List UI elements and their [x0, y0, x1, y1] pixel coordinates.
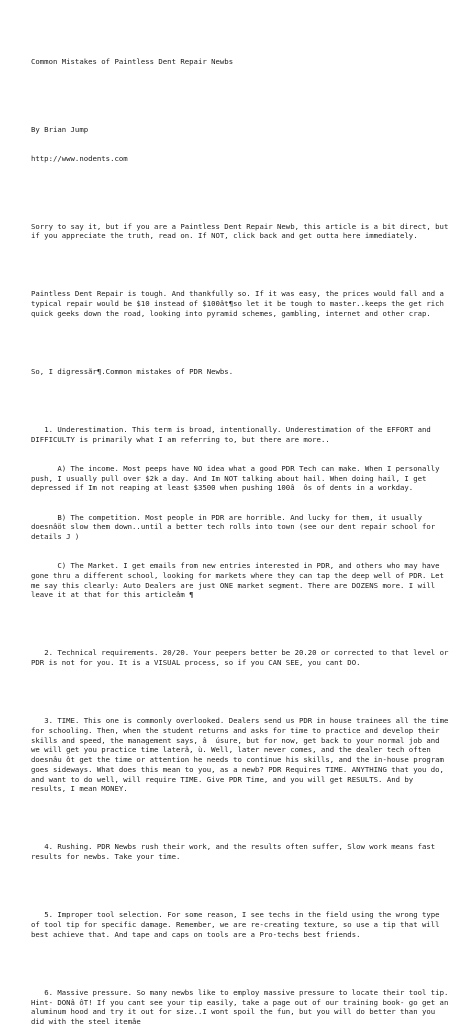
list-subitem: C) The Market. I get emails from new entries interested in PDR, and others who may have gone thru a different school, looking for markets where they can tap the deep well of PDR. Let me say this clearly: Auto Dealers are just ONE market segment. There are DOZENS more. I will leave it at that for this articleâm ¶: [31, 561, 449, 600]
author-url: http://www.nodents.com: [31, 154, 128, 164]
author-line: By Brian Jump: [31, 124, 89, 134]
list-item: 1. Underestimation. This term is broad, intentionally. Underestimation of the EFFORT and DIFFICULTY is primarily what I am referring to, but there are more..: [31, 425, 436, 444]
list-item: 2. Technical requirements. 20/20. Your peepers better be 20.20 or corrected to that level or PDR is not for you. It is a VISUAL process, so if you CAN SEE, you cant DO.: [31, 648, 453, 668]
list-subitem: B) The competition. Most people in PDR are horrible. And lucky for them, it usually doesnâöt slow them down..until a better tech rolls into town (see our dent repair school for details J ): [31, 512, 440, 541]
body-paragraph: So, I digressãr¶.Common mistakes of PDR Newbs.: [31, 367, 234, 377]
list-item: 4. Rushing. PDR Newbs rush their work, and the results often suffer, Slow work means fast results for newbs. Take your time.: [31, 842, 440, 862]
list-subitem: A) The income. Most peeps have NO idea what a good PDR Tech can make. When I personally push, I usually pull over $2k a day. And Im NOT talking about hail. When doing hail, I get depressed if Im not reaping at least $3500 when pushing 100â ôs of dents in a workday.: [31, 464, 444, 493]
list-item: 3. TIME. This one is commonly overlooked. Dealers send us PDR in house trainees all the time for schooling. Then, when the student returns and asks for time to practice and develop their skills and speed, the management says, â úsure, but for now, get back to your normal job and we will get you practice time laterâ, ù. Well, later never comes, and the dealer tech often doesnâu ôt get the time or attention he needs to continue his skills, and the in-house program goes sideways. What does this mean to you, as a newb? PDR Requires TIME. ANYTHING that you do, and want to do well, will require TIME. Give PDR Time, and you will get RESULTS. And by results, I mean MONEY.: [31, 716, 453, 794]
document-page: [31, 38, 451, 1036]
list-item: 5. Improper tool selection. For some reason, I see techs in the field using the wrong type of tool tip for specific damage. Remember, we are re-creating texture, so use a tip that will best achieve that. And tape and caps on tools are a Pro-techs best friends.: [31, 910, 444, 939]
list-item: 6. Massive pressure. So many newbs like to employ massive pressure to locate their tool tip. Hint- DONâ ôT! If you cant see your tip easily, take a page out of our training book- go get an aluminum hood and try it out for size..I wont spoil the fun, but you will do better than you did with the steel itemâe: [31, 987, 453, 1027]
document-title: Common Mistakes of Paintless Dent Repair Newbs: [31, 57, 234, 67]
body-paragraph: Paintless Dent Repair is tough. And thankfully so. If it was easy, the prices would fall and a typical repair would be $10 instead of $100ât¶so let it be tough to master..keeps the get rich quick geeks down the road, looking into pyramid schemes, gambling, internet and other crap.: [31, 289, 449, 318]
intro-paragraph: Sorry to say it, but if you are a Paintless Dent Repair Newb, this article is a bit direct, but if you appreciate the truth, read on. If NOT, click back and get outta here immediately.: [31, 221, 453, 241]
